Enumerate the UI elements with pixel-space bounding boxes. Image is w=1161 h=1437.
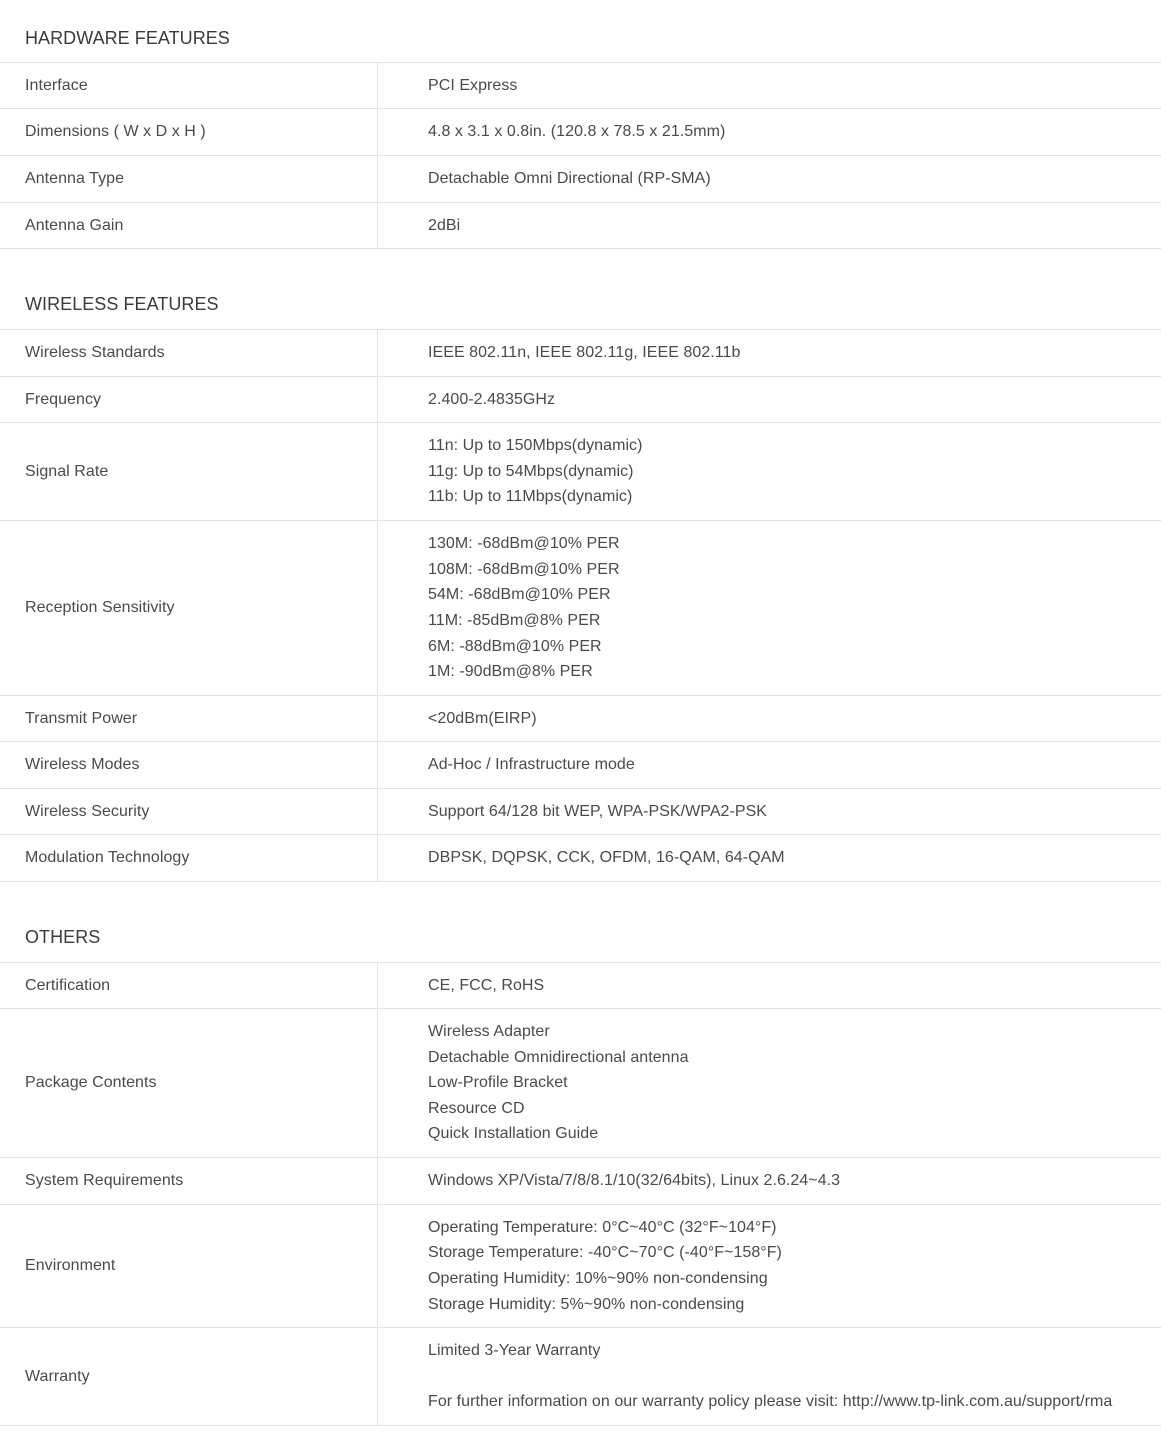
spec-row-interface (0, 63, 1161, 109)
spec-value-line: 1M: -90dBm@8% PER (428, 663, 593, 681)
spec-label: Wireless Modes (0, 742, 378, 788)
spec-value-line: 2.400-2.4835GHz (428, 390, 556, 408)
spec-row-wireless-standards (0, 330, 1161, 377)
spec-value (378, 1328, 1161, 1425)
spec-label: Certification (0, 963, 378, 1008)
spec-value-line: Storage Humidity: 5%~90% non-condensing (428, 1295, 745, 1313)
spec-value-line: PCI Express (428, 76, 518, 94)
spec-table (0, 329, 1161, 882)
section-hardware-features (0, 0, 1161, 249)
spec-label: Antenna Type (0, 156, 378, 202)
spec-row-reception-sensitivity (0, 521, 1161, 696)
spec-value-line: Detachable Omnidirectional antenna (428, 1048, 689, 1066)
spec-value (378, 789, 1161, 834)
spec-value-line: 6M: -88dBm@10% PER (428, 637, 602, 655)
spec-value-line: Support 64/128 bit WEP, WPA-PSK/WPA2-PSK (428, 802, 768, 820)
spec-value-line: 4.8 x 3.1 x 0.8in. (120.8 x 78.5 x 21.5mm) (428, 123, 726, 141)
spec-label: Reception Sensitivity (0, 521, 378, 695)
spec-value-line: Wireless Adapter (428, 1023, 550, 1041)
spec-value (378, 742, 1161, 788)
spec-value-line: Storage Temperature: -40°C~70°C (-40°F~158°F) (428, 1244, 782, 1262)
spec-label: System Requirements (0, 1158, 378, 1204)
spec-label: Frequency (0, 377, 378, 422)
spec-label: Dimensions ( W x D x H ) (0, 109, 378, 155)
spec-value (378, 521, 1161, 695)
spec-row-warranty (0, 1328, 1161, 1426)
spec-row-environment (0, 1205, 1161, 1328)
spec-row-certification (0, 963, 1161, 1009)
spec-value-line: Operating Temperature: 0°C~40°C (32°F~104°F) (428, 1218, 777, 1236)
spec-row-modulation-technology (0, 835, 1161, 882)
spec-value (378, 835, 1161, 881)
spec-value (378, 156, 1161, 202)
spec-value-line: Detachable Omni Directional (RP-SMA) (428, 170, 711, 188)
spec-value (378, 109, 1161, 155)
spec-value (378, 63, 1161, 108)
section-title: WIRELESS FEATURES (25, 293, 219, 314)
spec-row-signal-rate (0, 423, 1161, 521)
spec-label: Transmit Power (0, 696, 378, 741)
spec-value-line: 2dBi (428, 216, 461, 234)
spec-value (378, 377, 1161, 422)
spec-value (378, 1009, 1161, 1157)
spec-value-line: Low-Profile Bracket (428, 1074, 568, 1092)
spec-value-line: 108M: -68dBm@10% PER (428, 560, 620, 578)
spec-row-antenna-gain (0, 203, 1161, 249)
spec-row-package-contents (0, 1009, 1161, 1158)
spec-label: Warranty (0, 1328, 378, 1425)
spec-value-line: 11M: -85dBm@8% PER (428, 612, 601, 629)
spec-row-system-requirements (0, 1158, 1161, 1205)
spec-value-line: Resource CD (428, 1099, 525, 1117)
spec-value (378, 696, 1161, 741)
spec-value-line: 11g: Up to 54Mbps(dynamic) (428, 462, 634, 480)
spec-row-wireless-security (0, 789, 1161, 835)
section-wireless-features (0, 249, 1161, 882)
spec-value-line (428, 1364, 1161, 1390)
spec-table (0, 962, 1161, 1426)
spec-value-line: Operating Humidity: 10%~90% non-condensing (428, 1270, 768, 1287)
spec-label: Signal Rate (0, 423, 378, 520)
spec-label: Wireless Standards (0, 330, 378, 376)
spec-row-dimensions-w-x-d-x-h (0, 109, 1161, 156)
spec-row-transmit-power (0, 696, 1161, 742)
section-title: OTHERS (25, 926, 101, 947)
spec-value (378, 203, 1161, 248)
spec-value-line: Quick Installation Guide (428, 1125, 599, 1143)
spec-value (378, 423, 1161, 520)
spec-value (378, 1158, 1161, 1204)
spec-value-line: Ad-Hoc / Infrastructure mode (428, 756, 635, 774)
spec-label: Interface (0, 63, 378, 108)
spec-value-line: DBPSK, DQPSK, CCK, OFDM, 16-QAM, 64-QAM (428, 849, 785, 867)
spec-label: Modulation Technology (0, 835, 378, 881)
spec-label: Package Contents (0, 1009, 378, 1157)
spec-value (378, 330, 1161, 376)
spec-value-line: <20dBm(EIRP) (428, 709, 537, 727)
spec-value (378, 1205, 1161, 1327)
spec-row-frequency (0, 377, 1161, 423)
spec-label: Wireless Security (0, 789, 378, 834)
spec-value-line: Windows XP/Vista/7/8/8.1/10(32/64bits), Linux 2.6.24~4.3 (428, 1172, 841, 1190)
spec-value-line: 54M: -68dBm@10% PER (428, 586, 611, 604)
section-others (0, 882, 1161, 1426)
spec-table (0, 62, 1161, 249)
spec-value-line: Limited 3-Year Warranty (428, 1342, 601, 1360)
spec-value-line: 11n: Up to 150Mbps(dynamic) (428, 437, 643, 455)
spec-value-line: IEEE 802.11n, IEEE 802.11g, IEEE 802.11b (428, 344, 741, 362)
spec-label: Antenna Gain (0, 203, 378, 248)
spec-row-antenna-type (0, 156, 1161, 203)
section-title: HARDWARE FEATURES (25, 27, 230, 48)
spec-value-line: 11b: Up to 11Mbps(dynamic) (428, 488, 633, 506)
spec-value-line: 130M: -68dBm@10% PER (428, 535, 620, 553)
spec-value-line: For further information on our warranty policy please visit: http://www.tp-link.com.au/support/rma (428, 1393, 1113, 1411)
spec-value (378, 963, 1161, 1008)
spec-label: Environment (0, 1205, 378, 1327)
spec-row-wireless-modes (0, 742, 1161, 789)
spec-value-line: CE, FCC, RoHS (428, 976, 545, 994)
